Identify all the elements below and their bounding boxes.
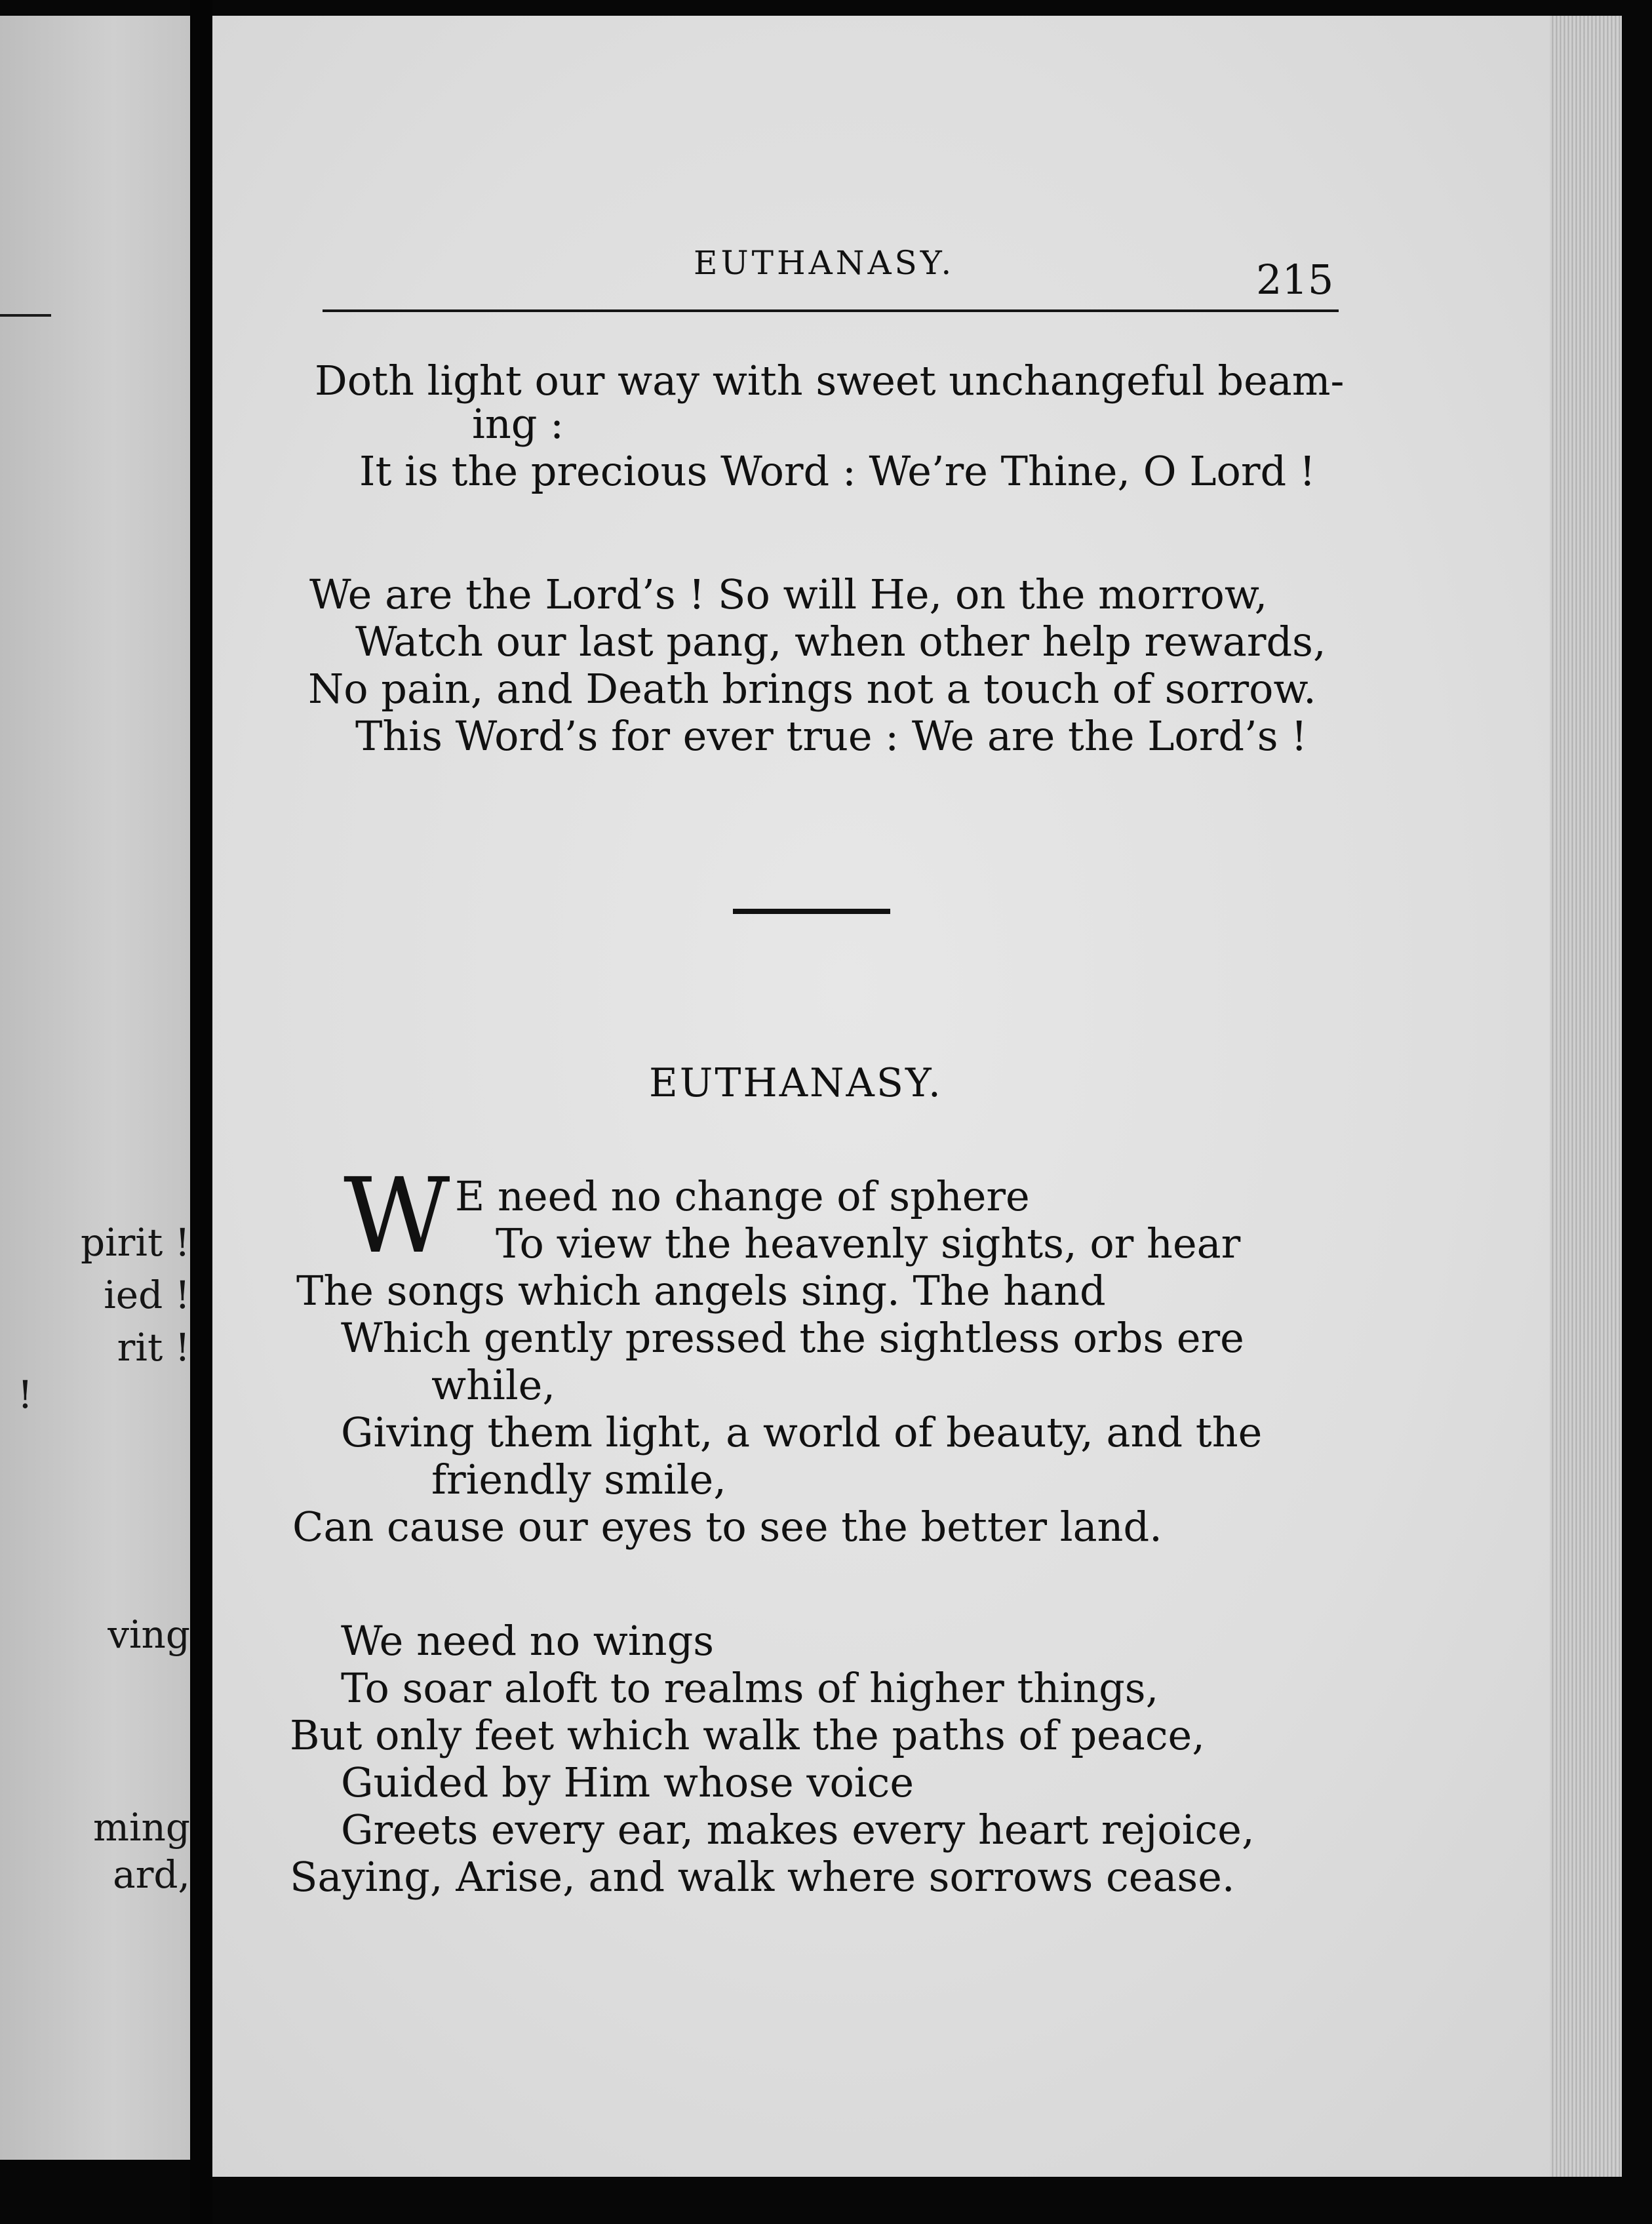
poem-line: ing :: [472, 400, 564, 448]
left-page: [0, 16, 190, 2160]
left-page-fragment: ard,: [113, 1852, 190, 1897]
poem-line: Guided by Him whose voice: [341, 1758, 914, 1806]
left-page-fragment: !: [17, 1372, 33, 1417]
right-page: [212, 16, 1622, 2177]
section-divider: [733, 909, 890, 914]
poem-line: It is the precious Word : We’re Thine, O Lord !: [359, 447, 1316, 495]
poem-line: We are the Lord’s ! So will He, on the morrow,: [309, 570, 1268, 618]
left-page-fragment: ied !: [104, 1273, 190, 1317]
poem-line: To view the heavenly sights, or hear: [496, 1220, 1241, 1267]
poem-line: friendly smile,: [431, 1456, 726, 1503]
poem-line: E need no change of sphere: [455, 1172, 1030, 1220]
left-page-fragment: pirit !: [80, 1220, 190, 1265]
poem-line: To soar aloft to realms of higher things,: [341, 1664, 1159, 1712]
poem-line: Giving them light, a world of beauty, and the: [341, 1408, 1263, 1456]
page-edges: [1550, 16, 1622, 2177]
poem-line: Can cause our eyes to see the better land.: [292, 1503, 1162, 1551]
poem-line: Saying, Arise, and walk where sorrows cease.: [290, 1853, 1235, 1901]
drop-cap: W: [344, 1156, 450, 1277]
poem-line: while,: [431, 1361, 556, 1409]
left-page-fragment: rit !: [117, 1325, 190, 1370]
poem-line: Which gently pressed the sightless orbs ere: [341, 1314, 1244, 1362]
left-page-fragment: ming: [92, 1805, 190, 1850]
left-page-fragment: ving: [108, 1612, 190, 1657]
poem-line: Doth light our way with sweet unchangeful beam-: [315, 357, 1345, 405]
running-head: EUTHANASY.: [694, 244, 955, 282]
poem-line: No pain, and Death brings not a touch of sorrow.: [308, 665, 1316, 713]
poem-title: EUTHANASY.: [649, 1060, 943, 1106]
poem-line: This Word’s for ever true : We are the Lord’s !: [355, 712, 1308, 760]
header-rule: [323, 309, 1339, 312]
poem-line: Greets every ear, makes every heart rejoice,: [341, 1806, 1255, 1854]
poem-line: But only feet which walk the paths of peace,: [290, 1711, 1205, 1759]
poem-line: We need no wings: [341, 1617, 715, 1665]
poem-line: Watch our last pang, when other help rewards,: [355, 618, 1326, 665]
poem-line: The songs which angels sing. The hand: [296, 1267, 1106, 1315]
book-gutter: [190, 0, 212, 2224]
page-number: 215: [1256, 256, 1334, 304]
left-page-header-rule: [0, 314, 51, 317]
